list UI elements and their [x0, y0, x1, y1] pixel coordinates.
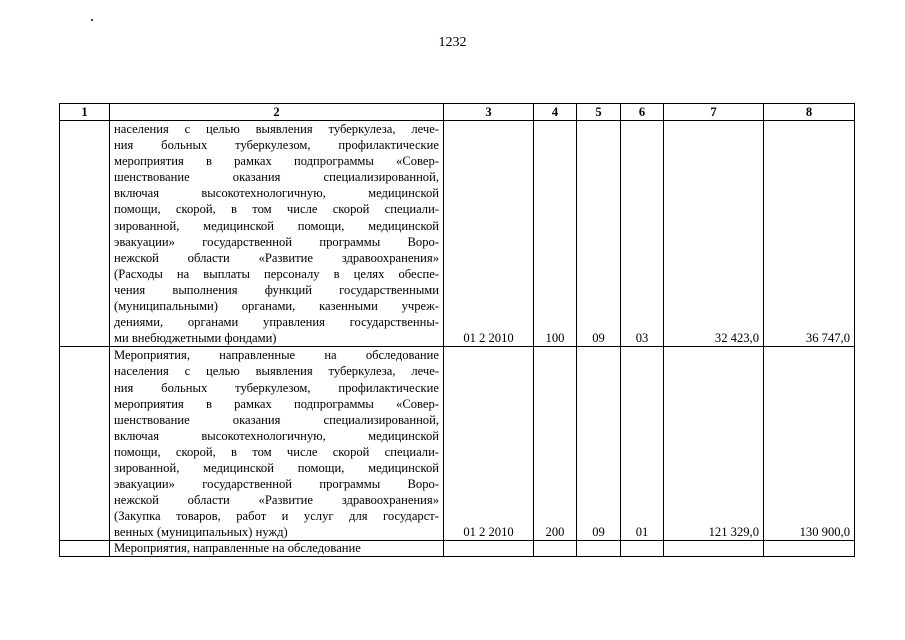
amount-cell: [764, 541, 855, 557]
column-header: 4: [534, 104, 577, 121]
expense-type-cell: 100: [534, 121, 577, 347]
subsection-cell: 03: [621, 121, 664, 347]
column-header: 5: [577, 104, 621, 121]
table-row: [60, 347, 855, 541]
description-line: зированной, медицинской помощи, медицинской: [114, 218, 439, 233]
description-line: эвакуации» государственной программы Воро-: [114, 477, 439, 492]
description-line: нежской области «Развитие здравоохранения»: [114, 250, 439, 265]
page-number: 1232: [438, 35, 467, 50]
section-cell: [577, 541, 621, 557]
expense-type-cell: [534, 541, 577, 557]
description-cell: [110, 541, 444, 557]
description-line: шенствование оказания специализированной,: [114, 170, 439, 185]
description-line: Мероприятия, направленные на обследование: [114, 348, 439, 363]
description-line: (Закупка товаров, работ и услуг для государст-: [114, 509, 439, 524]
amount-cell: 36 747,0: [764, 121, 855, 347]
description-line: ния больных туберкулезом, профилактические: [114, 138, 439, 153]
target-code-cell: 01 2 2010: [444, 121, 534, 347]
target-code-cell: [444, 541, 534, 557]
description-line: (муниципальными) органами, казенными учреж-: [114, 299, 439, 314]
row-number-cell: [60, 347, 110, 541]
description-line: мероприятия в рамках подпрограммы «Совер-: [114, 154, 439, 169]
row-number-cell: [60, 121, 110, 347]
column-header: 8: [764, 104, 855, 121]
description-line: помощи, скорой, в том числе скорой специали-: [114, 444, 439, 459]
column-header: 2: [110, 104, 444, 121]
row-number-cell: [60, 541, 110, 557]
description-line: (Расходы на выплаты персоналу в целях обеспе-: [114, 266, 439, 281]
subsection-cell: [621, 541, 664, 557]
column-header: 1: [60, 104, 110, 121]
target-code-cell: 01 2 2010: [444, 347, 534, 541]
table-header-row: [60, 104, 855, 121]
expense-type-cell: 200: [534, 347, 577, 541]
amount-cell: 121 329,0: [664, 347, 764, 541]
column-header: 3: [444, 104, 534, 121]
description-cell: [110, 347, 444, 541]
description-line: ми внебюджетными фондами): [114, 331, 277, 346]
description-line: ния больных туберкулезом, профилактические: [114, 380, 439, 395]
amount-cell: 130 900,0: [764, 347, 855, 541]
subsection-cell: 01: [621, 347, 664, 541]
column-header: 7: [664, 104, 764, 121]
amount-cell: [664, 541, 764, 557]
description-line: чения выполнения функций государственными: [114, 282, 439, 297]
description-line: зированной, медицинской помощи, медицинской: [114, 460, 439, 475]
scan-speck: [91, 19, 93, 21]
budget-table: [59, 103, 855, 557]
description-line: мероприятия в рамках подпрограммы «Совер-: [114, 396, 439, 411]
description-line: Мероприятия, направленные на обследование: [114, 541, 361, 556]
description-line: шенствование оказания специализированной,: [114, 412, 439, 427]
amount-cell: 32 423,0: [664, 121, 764, 347]
column-header: 6: [621, 104, 664, 121]
description-line: дениями, органами управления государственны-: [114, 315, 439, 330]
description-cell: [110, 121, 444, 347]
table-row: [60, 541, 855, 557]
section-cell: 09: [577, 347, 621, 541]
description-line: включая высокотехнологичную, медицинской: [114, 186, 439, 201]
description-line: помощи, скорой, в том числе скорой специали-: [114, 202, 439, 217]
description-line: эвакуации» государственной программы Воро-: [114, 234, 439, 249]
description-line: населения с целью выявления туберкулеза, лече-: [114, 364, 439, 379]
description-line: населения с целью выявления туберкулеза, лече-: [114, 122, 439, 136]
section-cell: 09: [577, 121, 621, 347]
table-row: [60, 121, 855, 347]
description-line: включая высокотехнологичную, медицинской: [114, 428, 439, 443]
description-line: нежской области «Развитие здравоохранения»: [114, 493, 439, 508]
description-line: венных (муниципальных) нужд): [114, 525, 288, 540]
